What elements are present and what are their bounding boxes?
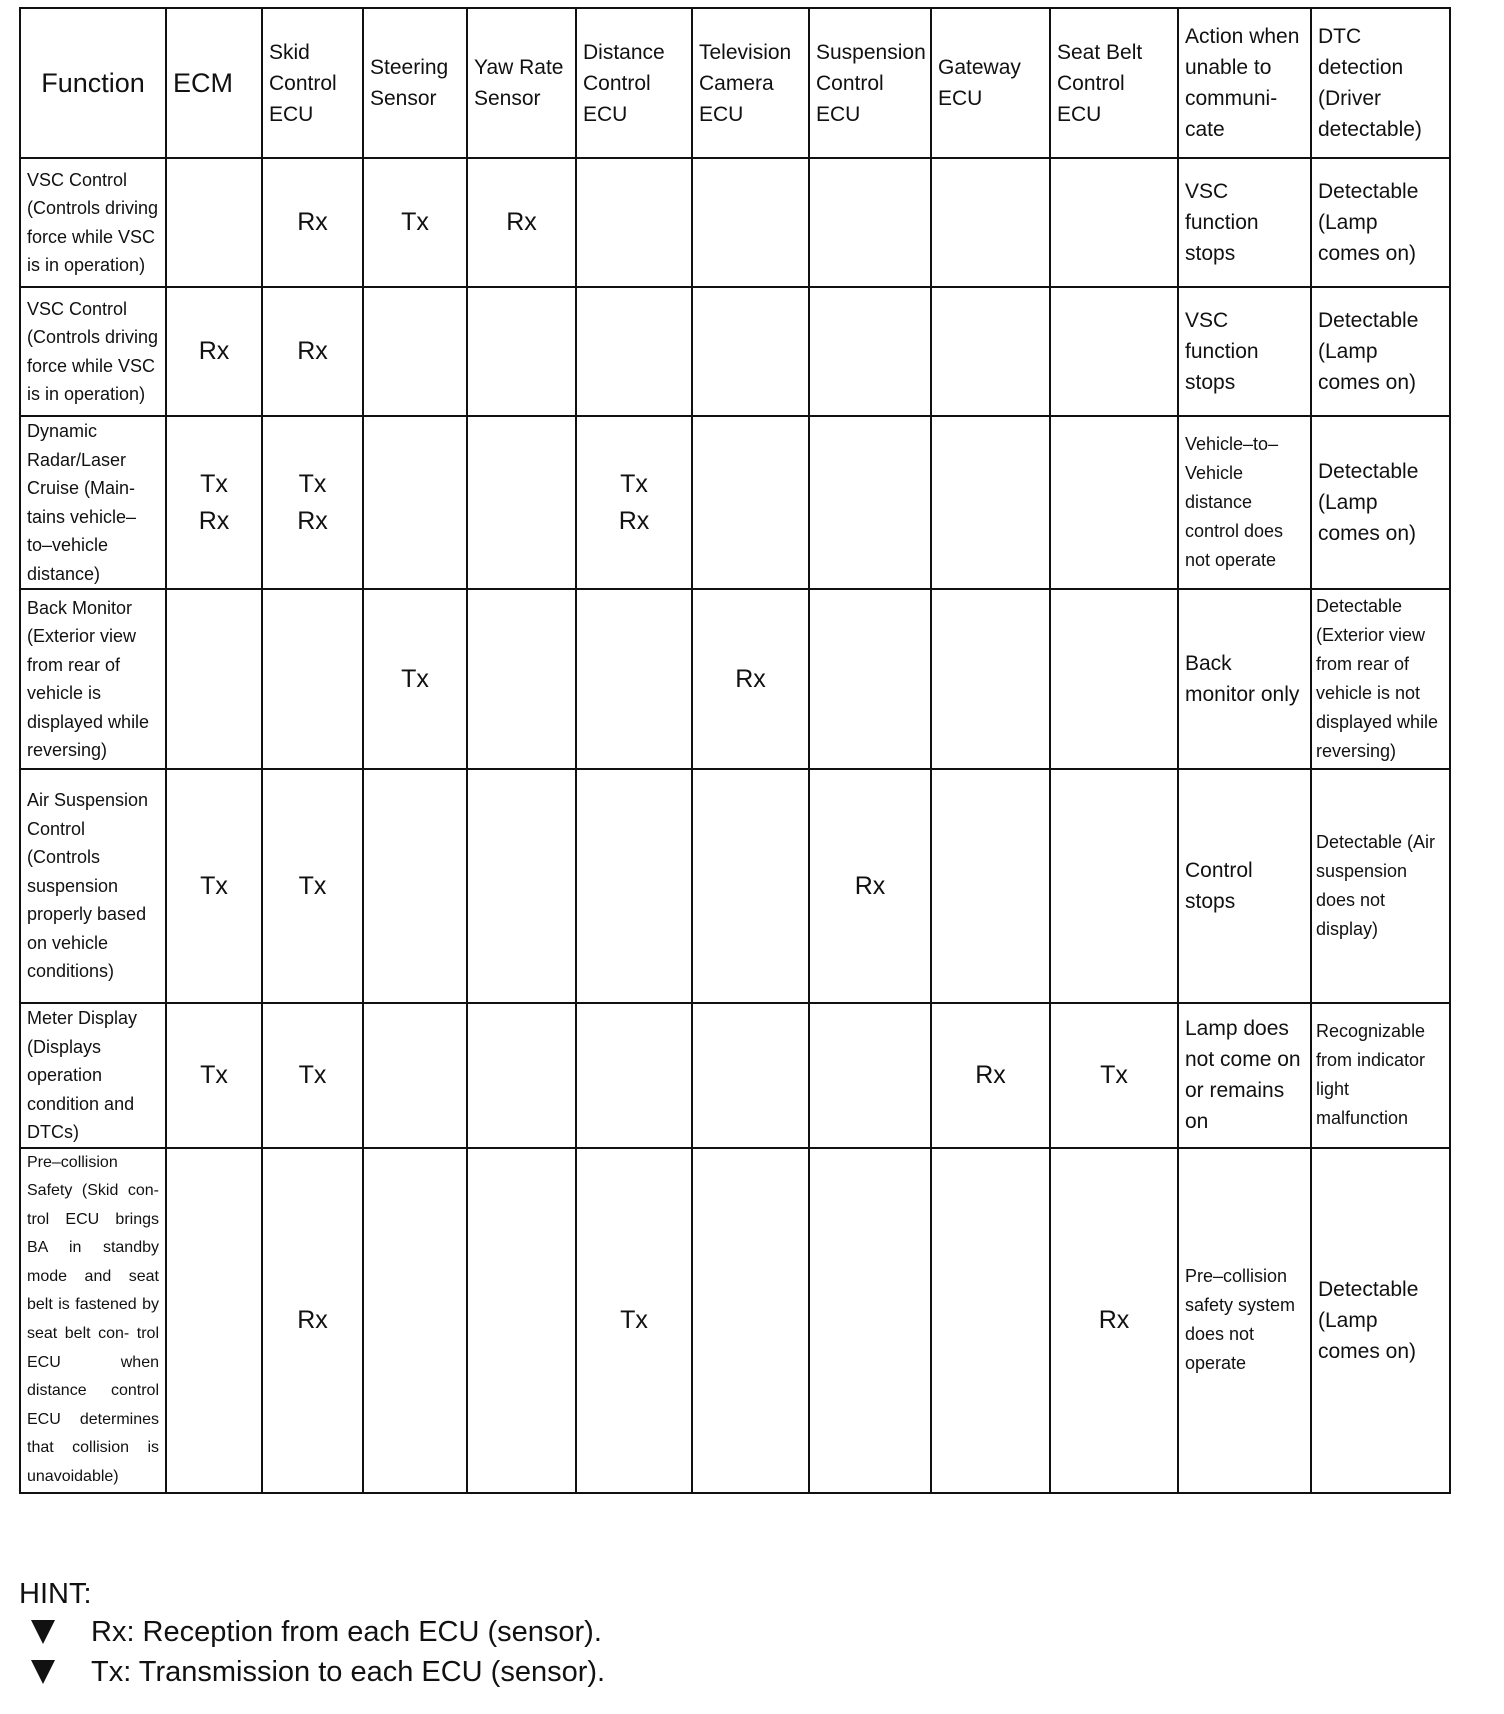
header-ecm: ECM — [166, 8, 262, 158]
cell-dtc: Recognizable from indicator light malfunction — [1311, 1003, 1450, 1148]
cell-tv — [692, 416, 809, 589]
cell-skid — [262, 589, 363, 769]
cell-ecm — [166, 416, 262, 589]
cell-tv — [692, 1148, 809, 1493]
cell-ecm: Tx — [166, 769, 262, 1003]
signal-mark: Tx — [200, 469, 228, 498]
table-row — [20, 158, 1450, 287]
cell-suspension: Rx — [809, 769, 931, 1003]
header-television-camera-ecu: Television Camera ECU — [692, 8, 809, 158]
table-row — [20, 287, 1450, 416]
hint-section — [19, 1576, 919, 1692]
cell-function: Pre–collision Safety (Skid con- trol ECU brings BA in standby mode and seat belt is fastened by seat belt con- trol ECU when distance control ECU determines that collision is unavoidable) — [20, 1148, 166, 1493]
cell-steering — [363, 769, 467, 1003]
table-row — [20, 416, 1450, 589]
cell-seatbelt — [1050, 589, 1178, 769]
cell-suspension — [809, 589, 931, 769]
hint-text-tx: Tx: Transmission to each ECU (sensor). — [91, 1656, 606, 1688]
signal-mark: Rx — [198, 506, 230, 535]
cell-tv — [692, 769, 809, 1003]
cell-gateway: Rx — [931, 1003, 1050, 1148]
cell-dtc: Detectable (Lamp comes on) — [1311, 158, 1450, 287]
header-row — [20, 8, 1450, 158]
cell-yaw — [467, 416, 576, 589]
cell-steering — [363, 287, 467, 416]
can-communication-table-wrapper — [19, 7, 1449, 1494]
cell-action: Back monitor only — [1178, 589, 1311, 769]
header-steering-sensor: Steering Sensor — [363, 8, 467, 158]
cell-function: Dynamic Radar/Laser Cruise (Main- tains vehicle– to–vehicle distance) — [20, 416, 166, 589]
header-action: Action when unable to communi- cate — [1178, 8, 1311, 158]
cell-suspension — [809, 416, 931, 589]
header-yaw-rate-sensor: Yaw Rate Sensor — [467, 8, 576, 158]
cell-gateway — [931, 158, 1050, 287]
table-body — [20, 158, 1450, 1493]
cell-dtc: Detectable (Air suspension does not display) — [1311, 769, 1450, 1003]
signal-mark: Rx — [618, 506, 650, 535]
signal-mark: Tx — [298, 469, 327, 498]
cell-tv — [692, 1003, 809, 1148]
triangle-down-icon — [31, 1620, 55, 1644]
cell-skid: Rx — [262, 287, 363, 416]
cell-yaw — [467, 287, 576, 416]
cell-suspension — [809, 158, 931, 287]
cell-action: VSC function stops — [1178, 158, 1311, 287]
cell-gateway — [931, 769, 1050, 1003]
cell-ecm — [166, 1148, 262, 1493]
cell-distance — [576, 287, 692, 416]
cell-seatbelt: Tx — [1050, 1003, 1178, 1148]
cell-dtc: Detectable (Lamp comes on) — [1311, 416, 1450, 589]
header-dtc-detection: DTC detection (Driver detectable) — [1311, 8, 1450, 158]
cell-yaw — [467, 769, 576, 1003]
cell-function: Meter Display (Displays operation condition and DTCs) — [20, 1003, 166, 1148]
header-function: Function — [20, 8, 166, 158]
cell-action: Pre–collision safety system does not operate — [1178, 1148, 1311, 1493]
hint-text-rx: Rx: Reception from each ECU (sensor). — [91, 1616, 602, 1648]
cell-tv: Rx — [692, 589, 809, 769]
cell-tv — [692, 158, 809, 287]
cell-seatbelt — [1050, 287, 1178, 416]
triangle-down-icon — [31, 1660, 55, 1684]
cell-gateway — [931, 1148, 1050, 1493]
cell-yaw — [467, 589, 576, 769]
cell-suspension — [809, 1148, 931, 1493]
hint-item-rx — [19, 1612, 919, 1652]
cell-dtc: Detectable (Exterior view from rear of vehicle is not displayed while reversing) — [1311, 589, 1450, 769]
cell-distance: Tx — [576, 1148, 692, 1493]
cell-distance — [576, 158, 692, 287]
cell-tv — [692, 287, 809, 416]
hint-title: HINT: — [19, 1578, 92, 1610]
cell-steering — [363, 1003, 467, 1148]
cell-function: VSC Control (Controls driving force while VSC is in operation) — [20, 158, 166, 287]
cell-gateway — [931, 287, 1050, 416]
cell-ecm — [166, 589, 262, 769]
cell-action: Lamp does not come on or remains on — [1178, 1003, 1311, 1148]
cell-function: Air Suspension Control (Controls suspension properly based on vehicle conditions) — [20, 769, 166, 1003]
cell-distance — [576, 769, 692, 1003]
cell-ecm: Tx — [166, 1003, 262, 1148]
header-distance-control-ecu: Distance Control ECU — [576, 8, 692, 158]
hint-item-tx — [19, 1652, 919, 1692]
cell-skid — [262, 416, 363, 589]
signal-mark: Rx — [297, 506, 328, 535]
header-suspension-control-ecu: Suspension Control ECU — [809, 8, 931, 158]
cell-gateway — [931, 589, 1050, 769]
cell-skid: Tx — [262, 1003, 363, 1148]
cell-seatbelt: Rx — [1050, 1148, 1178, 1493]
cell-ecm — [166, 158, 262, 287]
cell-suspension — [809, 1003, 931, 1148]
cell-steering: Tx — [363, 589, 467, 769]
table-row — [20, 1003, 1450, 1148]
cell-distance — [576, 416, 692, 589]
cell-action: Control stops — [1178, 769, 1311, 1003]
cell-yaw — [467, 1148, 576, 1493]
table-row — [20, 769, 1450, 1003]
can-communication-table — [19, 7, 1451, 1494]
cell-dtc: Detectable (Lamp comes on) — [1311, 287, 1450, 416]
signal-mark: Tx — [620, 469, 648, 498]
header-skid-control-ecu: Skid Control ECU — [262, 8, 363, 158]
cell-ecm: Rx — [166, 287, 262, 416]
cell-action: VSC function stops — [1178, 287, 1311, 416]
cell-distance — [576, 1003, 692, 1148]
header-gateway-ecu: Gateway ECU — [931, 8, 1050, 158]
cell-suspension — [809, 287, 931, 416]
table-row — [20, 1148, 1450, 1493]
cell-function: VSC Control (Controls driving force while VSC is in operation) — [20, 287, 166, 416]
cell-gateway — [931, 416, 1050, 589]
cell-distance — [576, 589, 692, 769]
cell-dtc: Detectable (Lamp comes on) — [1311, 1148, 1450, 1493]
cell-yaw: Rx — [467, 158, 576, 287]
cell-skid: Rx — [262, 1148, 363, 1493]
cell-function: Back Monitor (Exterior view from rear of vehicle is displayed while reversing) — [20, 589, 166, 769]
header-seat-belt-control-ecu: Seat Belt Control ECU — [1050, 8, 1178, 158]
cell-seatbelt — [1050, 416, 1178, 589]
cell-steering: Tx — [363, 158, 467, 287]
cell-skid: Rx — [262, 158, 363, 287]
cell-seatbelt — [1050, 769, 1178, 1003]
cell-steering — [363, 416, 467, 589]
cell-yaw — [467, 1003, 576, 1148]
cell-seatbelt — [1050, 158, 1178, 287]
table-row — [20, 589, 1450, 769]
cell-skid: Tx — [262, 769, 363, 1003]
cell-steering — [363, 1148, 467, 1493]
cell-action: Vehicle–to– Vehicle distance control does not operate — [1178, 416, 1311, 589]
